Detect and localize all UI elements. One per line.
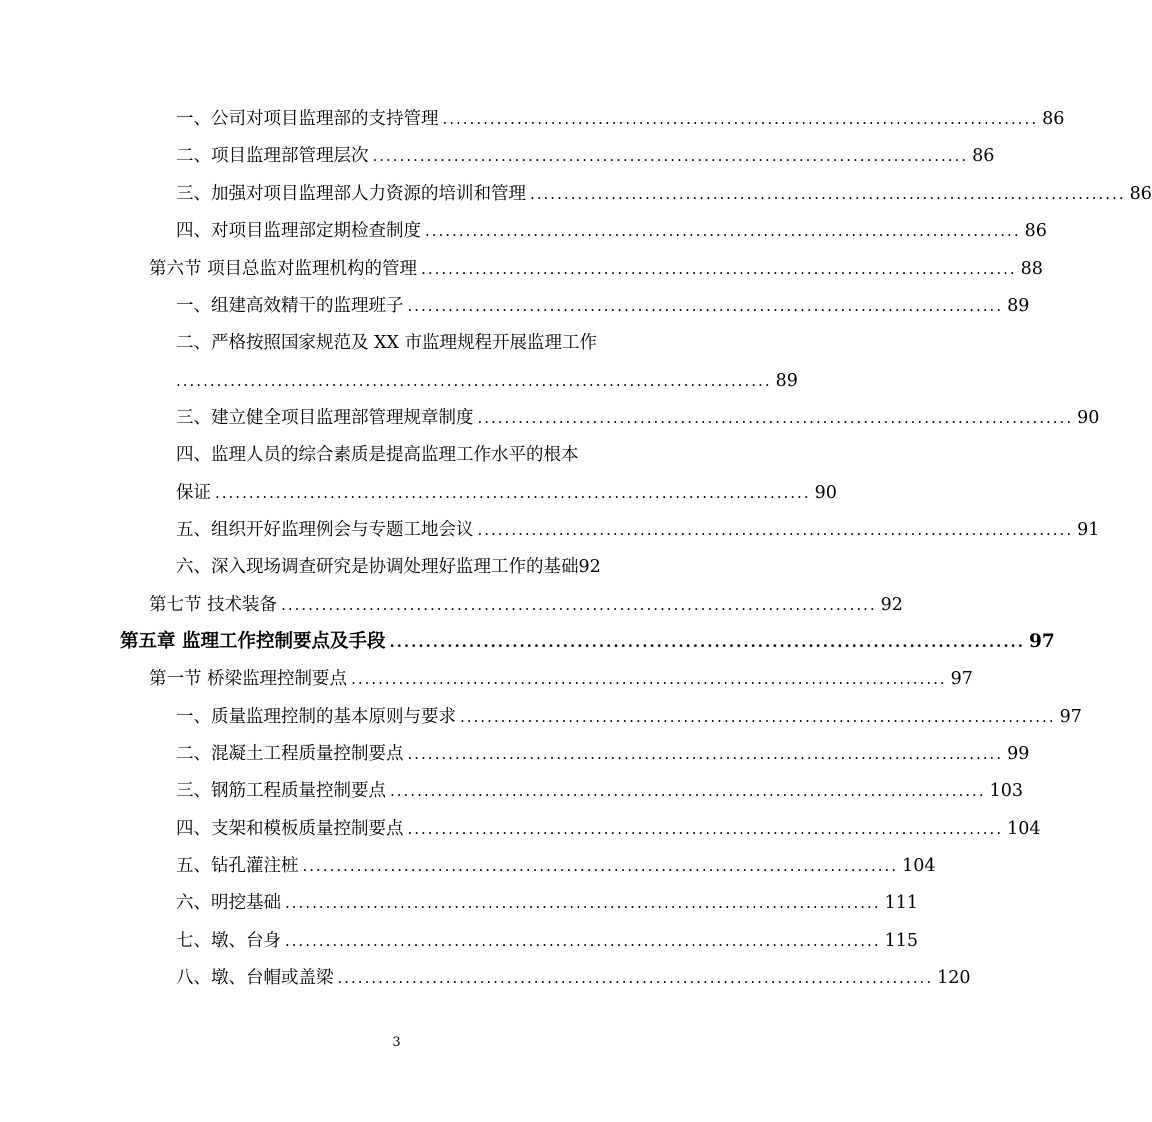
toc-section-entry[interactable] bbox=[149, 664, 973, 694]
toc-entry-title: 六、明挖基础 bbox=[176, 893, 281, 913]
toc-leader-dots: ........................................................................................ bbox=[477, 521, 1074, 539]
toc-entry-title: 五、组织开好监理例会与专题工地会议 bbox=[176, 520, 474, 540]
toc-entry-page: 111 bbox=[884, 893, 918, 913]
toc-entry-title: 一、公司对项目监理部的支持管理 bbox=[176, 109, 439, 129]
toc-entry-page: 89 bbox=[1007, 296, 1030, 316]
toc-leader-dots: ........................................................................................ bbox=[302, 857, 899, 875]
toc-entry-page: 97 bbox=[950, 669, 973, 689]
toc-entry-title: 一、组建高效精干的监理班子 bbox=[176, 296, 404, 316]
toc-leader-dots: ........................................................................................ bbox=[215, 484, 811, 502]
toc-entry-page: 90 bbox=[814, 483, 837, 503]
toc-entry-title: 七、墩、台身 bbox=[176, 931, 281, 951]
toc-leader-dots: ........................................................................................ bbox=[477, 409, 1074, 427]
toc-entry-page: 92 bbox=[880, 595, 903, 615]
toc-entry[interactable] bbox=[176, 216, 1047, 246]
toc-leader-dots: ........................................................................................ bbox=[351, 670, 947, 688]
toc-entry-page: 120 bbox=[937, 968, 971, 988]
toc-entry[interactable] bbox=[176, 702, 1082, 732]
toc-leader-dots: ........................................................................................ bbox=[421, 260, 1017, 278]
toc-entry-page: 86 bbox=[1042, 109, 1065, 129]
toc-entry-title: 四、对项目监理部定期检查制度 bbox=[176, 221, 421, 241]
toc-leader-dots: ........................................................................................ bbox=[281, 596, 877, 614]
toc-entry[interactable] bbox=[176, 963, 971, 993]
toc-entry-page: 91 bbox=[1077, 520, 1100, 540]
toc-leader-dots: ........................................................................................ bbox=[337, 969, 934, 987]
toc-leader-dots: ........................................................................................ bbox=[372, 147, 969, 165]
toc-entry-title: 第一节 桥梁监理控制要点 bbox=[149, 669, 348, 689]
page-number: 3 bbox=[392, 1035, 401, 1050]
toc-entry[interactable] bbox=[176, 104, 1065, 134]
toc-entry-title: 三、建立健全项目监理部管理规章制度 bbox=[176, 408, 474, 428]
toc-entry-title: 八、墩、台帽或盖梁 bbox=[176, 968, 334, 988]
toc-entry-title: 二、混凝土工程质量控制要点 bbox=[176, 744, 404, 764]
toc-leader-dots: ........................................................................................ bbox=[460, 708, 1056, 726]
toc-entry-page: 86 bbox=[972, 146, 995, 166]
toc-entry[interactable] bbox=[176, 552, 696, 582]
toc-entry[interactable] bbox=[176, 478, 837, 508]
toc-entry-page: 90 bbox=[1077, 408, 1100, 428]
toc-leader-dots: ........................................................................................ bbox=[407, 297, 1004, 315]
toc-chapter-entry[interactable] bbox=[120, 627, 1055, 657]
toc-entry-title: 第六节 项目总监对监理机构的管理 bbox=[149, 259, 418, 279]
toc-leader-dots: ........................................................................................ bbox=[390, 782, 986, 800]
toc-leader-dots: ........................................................................................ bbox=[425, 222, 1021, 240]
toc-entry-title: 四、支架和模板质量控制要点 bbox=[176, 819, 404, 839]
toc-leader-dots: ........................................................................................ bbox=[285, 932, 881, 950]
toc-entry-page: 104 bbox=[902, 856, 936, 876]
toc-entry[interactable] bbox=[176, 851, 936, 881]
toc-entry[interactable] bbox=[176, 814, 1041, 844]
toc-leader-dots: ........................................................................................ bbox=[442, 110, 1039, 128]
toc-entry[interactable] bbox=[176, 179, 1152, 209]
toc-entry-page: 92 bbox=[578, 557, 601, 577]
toc-entry-page: 86 bbox=[1024, 221, 1047, 241]
toc-entry[interactable] bbox=[176, 776, 1023, 806]
toc-entry-page: 99 bbox=[1007, 744, 1030, 764]
toc-entry-title: 三、加强对项目监理部人力资源的培训和管理 bbox=[176, 184, 526, 204]
toc-leader-dots: ........................................................................................ bbox=[389, 633, 1026, 651]
toc-entry[interactable] bbox=[176, 141, 995, 171]
toc-entry-title: 五、钻孔灌注桩 bbox=[176, 856, 299, 876]
toc-entry[interactable] bbox=[176, 291, 1030, 321]
toc-entry-page: 97 bbox=[1059, 707, 1082, 727]
toc-section-entry[interactable] bbox=[149, 254, 1043, 284]
toc-entry[interactable] bbox=[176, 403, 1100, 433]
toc-leader-dots: ........................................................................................ bbox=[176, 372, 772, 390]
toc-entry-page: 115 bbox=[884, 931, 918, 951]
toc-entry-page: 89 bbox=[775, 371, 798, 391]
toc-entry[interactable] bbox=[176, 366, 798, 396]
toc-entry[interactable] bbox=[176, 888, 918, 918]
toc-entry-page: 97 bbox=[1029, 631, 1055, 652]
toc-entry[interactable] bbox=[176, 926, 918, 956]
toc-entry-first-line[interactable]: 四、监理人员的综合素质是提高监理工作水平的根本 bbox=[176, 445, 579, 465]
toc-entry-title: 保证 bbox=[176, 483, 211, 503]
toc-entry-page: 88 bbox=[1020, 259, 1043, 279]
toc-leader-dots: ........................................................................................ bbox=[407, 745, 1004, 763]
toc-entry-title: 第七节 技术装备 bbox=[149, 595, 278, 615]
toc-entry-page: 104 bbox=[1007, 819, 1041, 839]
toc-section-entry[interactable] bbox=[149, 590, 903, 620]
toc-leader-dots: ........................................................................................ bbox=[530, 185, 1126, 203]
toc-entry-title: 一、质量监理控制的基本原则与要求 bbox=[176, 707, 456, 727]
toc-entry[interactable] bbox=[176, 739, 1030, 769]
toc-entry-title: 第五章 监理工作控制要点及手段 bbox=[120, 631, 386, 652]
toc-entry[interactable] bbox=[176, 515, 1100, 545]
toc-entry-first-line[interactable]: 二、严格按照国家规范及 XX 市监理规程开展监理工作 bbox=[176, 333, 598, 353]
toc-entry-title: 六、深入现场调查研究是协调处理好监理工作的基础 bbox=[176, 557, 579, 577]
toc-entry-title: 三、钢筋工程质量控制要点 bbox=[176, 781, 386, 801]
toc-leader-dots: ........................................................................................ bbox=[285, 894, 881, 912]
toc-entry-page: 103 bbox=[989, 781, 1023, 801]
toc-entry-page: 86 bbox=[1129, 184, 1152, 204]
toc-entry-title: 二、项目监理部管理层次 bbox=[176, 146, 369, 166]
toc-leader-dots: ........................................................................................ bbox=[407, 820, 1004, 838]
